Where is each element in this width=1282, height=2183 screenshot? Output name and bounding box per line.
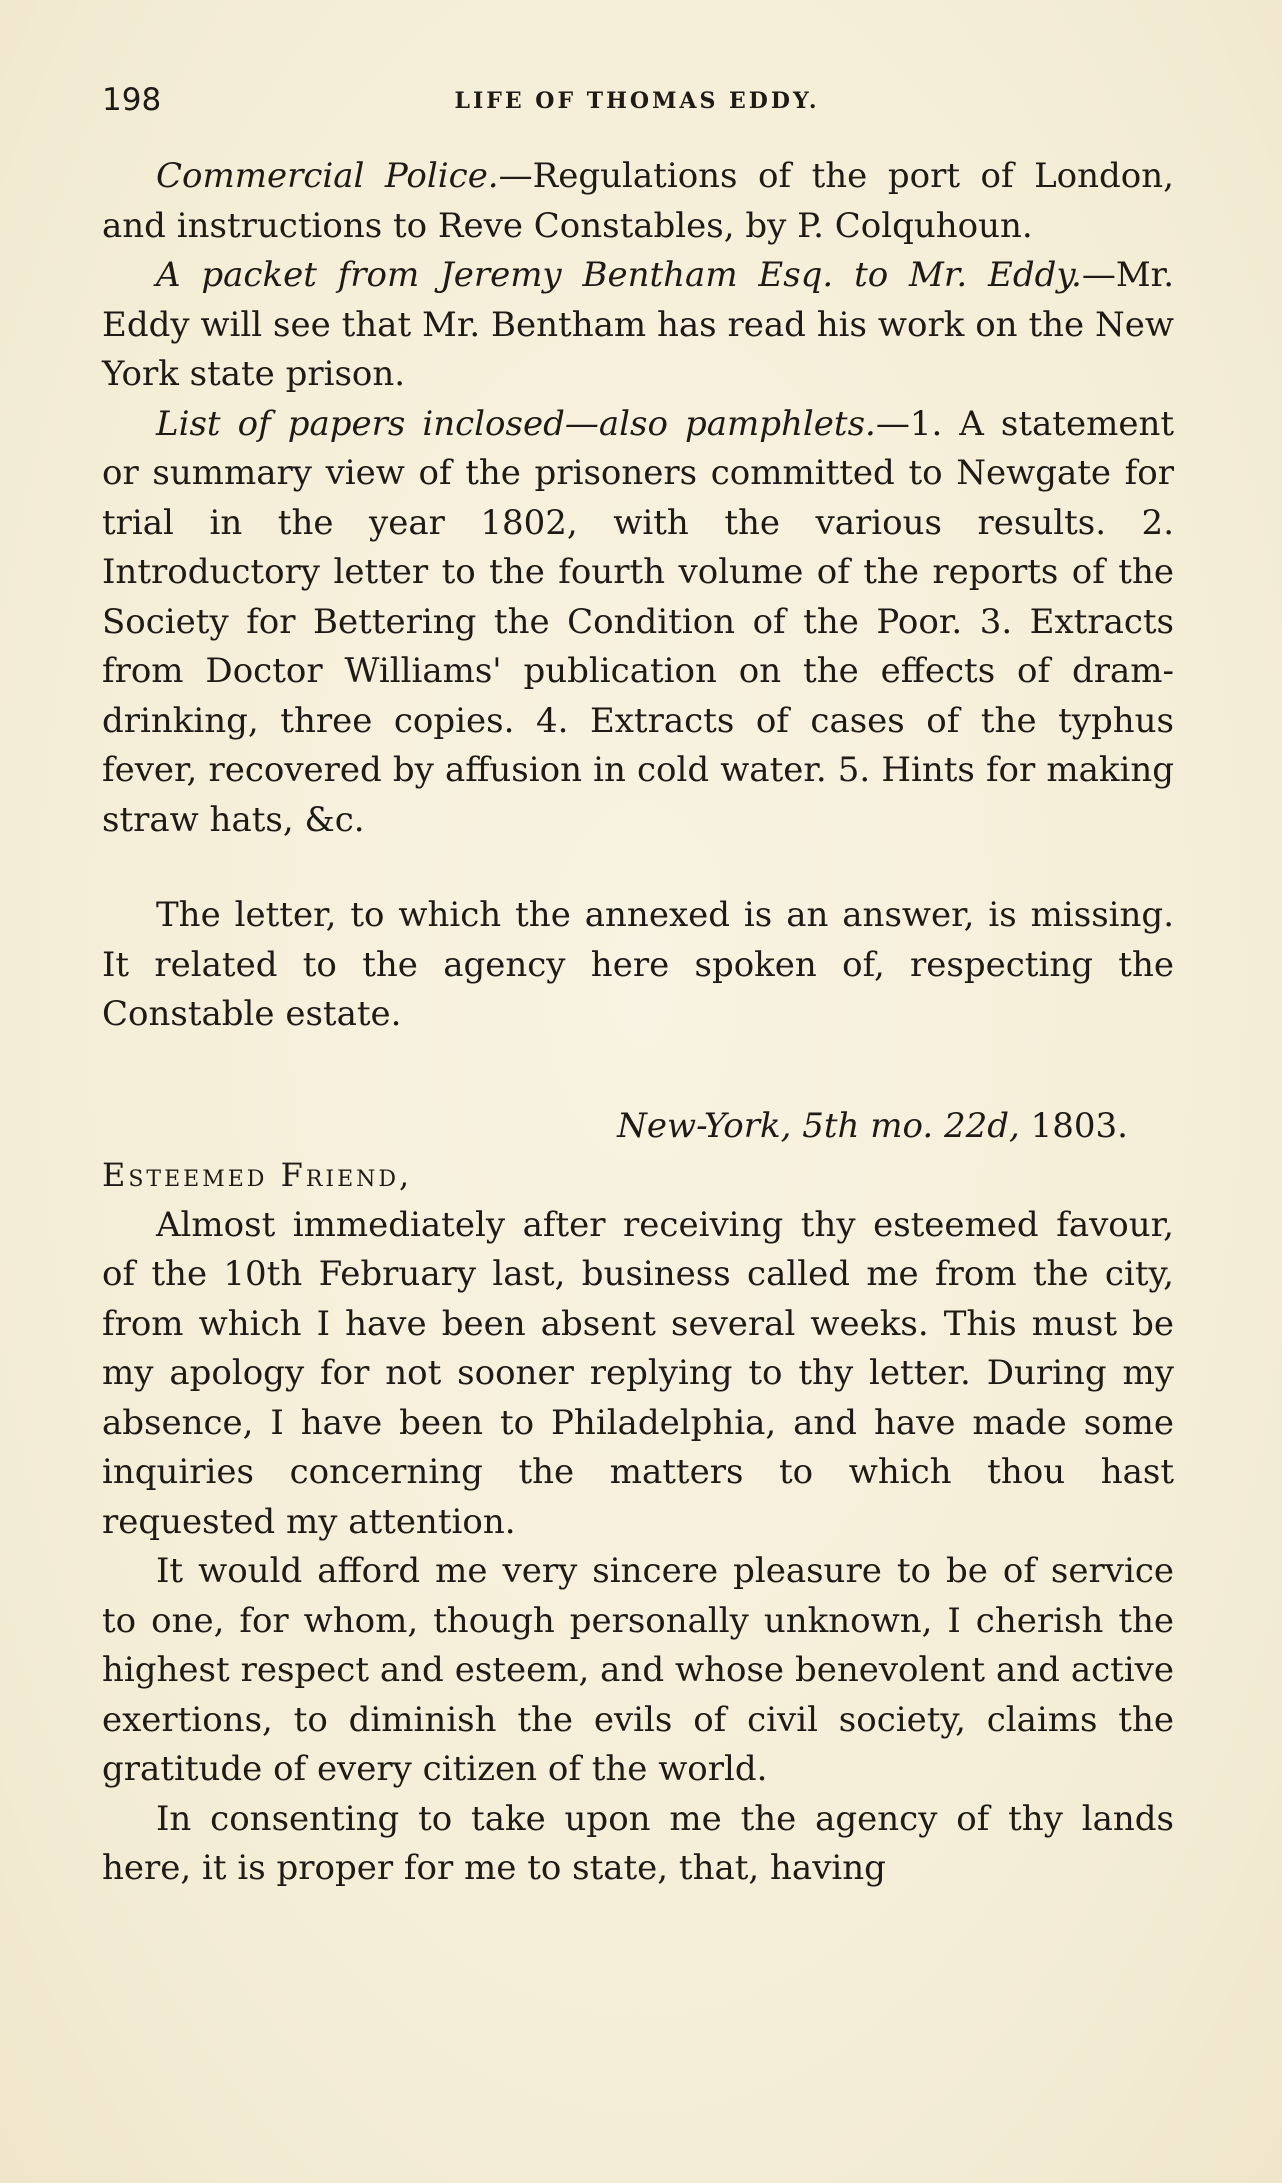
book-page xyxy=(102,0,1177,2183)
entry-text: —1. A statement or summary view of the prisoners committed to Newgate for trial in the year 1802, with the various results. 2. Introductory letter to the fourth volume of the reports of the Society for Bettering the Condition of the Poor. 3. Extracts from Doctor Williams' publication on the effects of dram-drinking, three copies. 4. Extracts of cases of the typhus fever, recovered by affusion in cold water. 5. Hints for making straw hats, &c. xyxy=(102,403,1174,840)
letter-paragraph: In consenting to take upon me the agency of thy lands here, it is proper for me to state, that, having xyxy=(102,1798,1174,1888)
entry-text: —Regulations of the port of London, and instructions to Reve Constables, by P. Colquhoun. xyxy=(102,156,1174,246)
entry-title: List of papers inclosed—also pamphlets. xyxy=(156,403,876,444)
entry-commercial-police xyxy=(102,152,1174,251)
entry-text: —Mr. Eddy will see that Mr. Bentham has read his work on the New York state prison. xyxy=(102,255,1174,394)
dateline-year: 1803. xyxy=(1030,1105,1128,1146)
page-number: 198 xyxy=(102,82,162,118)
entry-title: A packet from Jeremy Bentham Esq. to Mr. Eddy. xyxy=(156,255,1082,295)
dateline-date: 5th mo. 22d, xyxy=(802,1105,1020,1146)
editorial-note: The letter, to which the annexed is an answer, is missing. It related to the agency here spoken of, respecting the Constable estate. xyxy=(102,895,1174,1034)
page-header xyxy=(102,82,1172,122)
entry-packet xyxy=(102,251,1174,400)
page-body xyxy=(102,152,1174,1894)
letter-paragraph: It would afford me very sincere pleasure to be of service to one, for whom, though personally unknown, I cherish the highest respect and esteem, and whose benevolent and active exertions, to diminish the evils of civil society, claims the gratitude of every citizen of the world. xyxy=(102,1551,1174,1789)
entry-papers xyxy=(102,400,1174,846)
entry-title: Commercial Police. xyxy=(156,156,499,196)
dateline-place: New-York, xyxy=(617,1105,792,1146)
letter-paragraph: Almost immediately after receiving thy esteemed favour, of the 10th February last, business called me from the city, from which I have been absent several weeks. This must be my apology for not sooner replying to thy letter. During my absence, I have been to Philadelphia, and have made some inquiries concerning the matters to which thou hast requested my attention. xyxy=(102,1204,1174,1542)
letter-dateline xyxy=(102,1102,1174,1152)
letter-salutation: Esteemed Friend, xyxy=(102,1156,413,1194)
running-head: LIFE OF THOMAS EDDY. xyxy=(454,88,820,114)
